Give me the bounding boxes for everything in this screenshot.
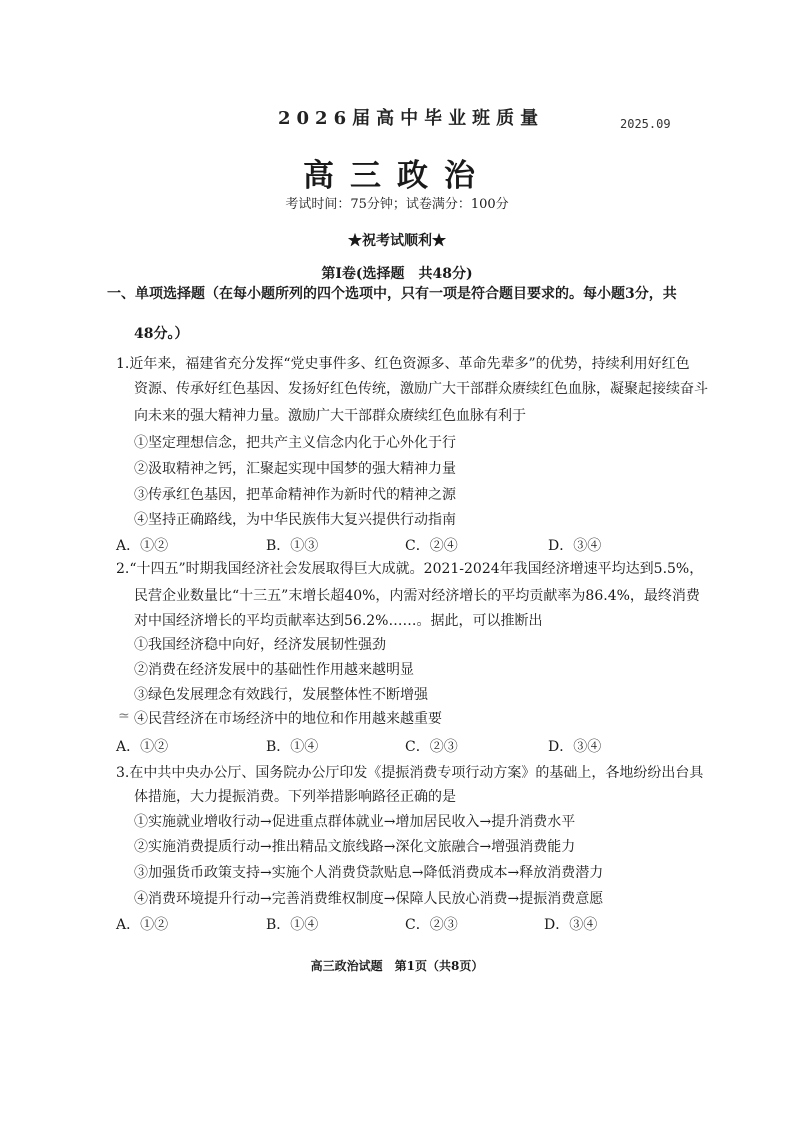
question-3-item-3: ③加强货币政策支持→实施个人消费贷款贴息→降低消费成本→释放消费潜力: [134, 865, 604, 881]
question-2-item-4: ④民营经济在市场经济中的地位和作用越来越重要: [134, 711, 442, 727]
question-1-option-c: C．②④: [405, 538, 458, 554]
question-2-item-2: ②消费在经济发展中的基础性作用越来越明显: [134, 662, 414, 678]
question-3-item-2: ②实施消费提质行动→推出精品文旅线路→深化文旅融合→增强消费能力: [134, 839, 576, 855]
question-2-option-c: C．②③: [405, 739, 458, 755]
question-2-line-1: 2.“十四五”时期我国经济社会发展取得巨大成就。2021-2024年我国经济增速平均达到5.5%，: [116, 561, 704, 577]
question-3-line-2: 体措施，大力提振消费。下列举措影响路径正确的是: [134, 789, 456, 805]
exam-date: 2025.09: [620, 117, 671, 131]
part-heading: 第Ⅰ卷(选择题 共48分): [321, 266, 473, 282]
question-1-line-3: 向未来的强大精神力量。激励广大干部群众赓续红色血脉有利于: [134, 408, 526, 424]
question-1-item-1: ①坚定理想信念，把共产主义信念内化于心外化于行: [134, 435, 456, 451]
question-3-item-1: ①实施就业增收行动→促进重点群体就业→增加居民收入→提升消费水平: [134, 814, 576, 830]
question-3-option-c: C．②③: [405, 917, 458, 933]
question-1-option-a: A．①②: [116, 538, 169, 554]
question-2-line-2: 民营企业数量比“十三五”末增长超40%，内需对经济增长的平均贡献率为86.4%，最终消费: [134, 588, 700, 604]
question-2-option-d: D．③④: [548, 739, 602, 755]
page-footer: 高三政治试题 第1页（共8页）: [310, 959, 484, 973]
section-instruction: 一、单项选择题（在每小题所列的四个选项中，只有一项是符合题目要求的。每小题3分，共: [107, 286, 677, 302]
question-2-item-1: ①我国经济稳中向好，经济发展韧性强劲: [134, 637, 386, 653]
question-3-item-4: ④消费环境提升行动→完善消费维权制度→保障人民放心消费→提振消费意愿: [134, 891, 604, 907]
question-2-item-3: ③绿色发展理念有效践行，发展整体性不断增强: [134, 687, 428, 703]
question-2-line-3: 对中国经济增长的平均贡献率达到56.2%……。据此，可以推断出: [134, 613, 543, 629]
question-1-option-d: D．③④: [548, 538, 602, 554]
section-instruction-cont: 48分。）: [134, 326, 189, 342]
exam-info: 考试时间：75分钟；试卷满分：100分: [285, 197, 509, 212]
question-1-item-4: ④坚持正确路线，为中华民族伟大复兴提供行动指南: [134, 512, 456, 528]
header-title-partial: 2026届高中毕业班质量: [278, 108, 545, 129]
cut-off-header: [278, 108, 545, 129]
question-1-line-1: 1.近年来，福建省充分发挥“党史事件多、红色资源多、革命先辈多”的优势，持续利用好红色: [116, 356, 690, 372]
question-1-line-2: 资源、传承好红色基因、发扬好红色传统，激励广大干部群众赓续红色血脉，凝聚起接续奋斗: [134, 381, 708, 397]
pen-mark-icon: ≃: [118, 708, 130, 724]
question-3-option-b: B．①④: [266, 917, 319, 933]
question-3-option-a: A．①②: [116, 917, 169, 933]
question-1-option-b: B．①③: [266, 538, 319, 554]
good-luck-banner: ★祝考试顺利★: [348, 233, 446, 249]
page-title: 高三政治: [303, 158, 491, 194]
question-1-item-3: ③传承红色基因，把革命精神作为新时代的精神之源: [134, 487, 456, 503]
question-2-option-a: A．①②: [116, 739, 169, 755]
question-2-option-b: B．①④: [266, 739, 319, 755]
question-1-item-2: ②汲取精神之钙，汇聚起实现中国梦的强大精神力量: [134, 461, 456, 477]
question-3-line-1: 3.在中共中央办公厅、国务院办公厅印发《提振消费专项行动方案》的基础上，各地纷纷出台具: [116, 765, 704, 781]
question-3-option-d: D．③④: [544, 917, 598, 933]
